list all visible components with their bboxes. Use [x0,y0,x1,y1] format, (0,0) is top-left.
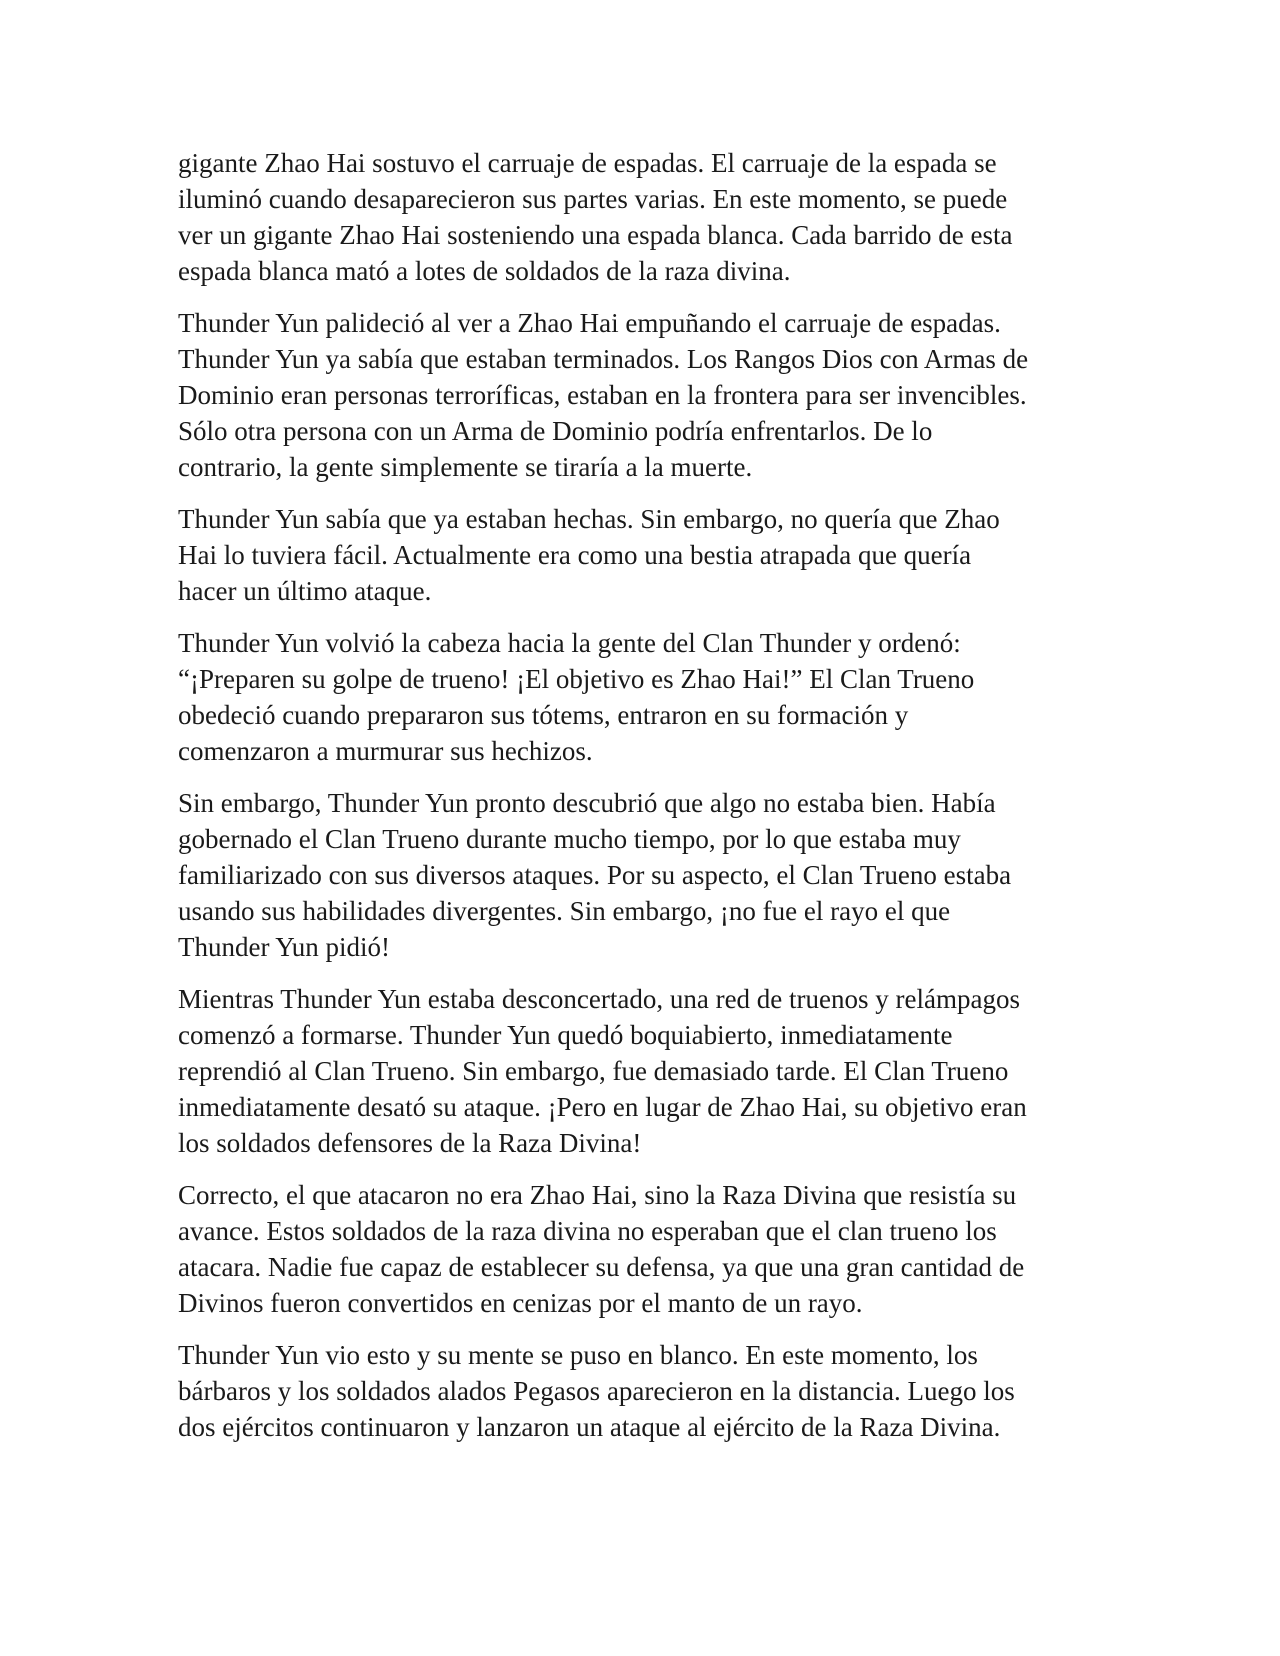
text-line: Thunder Yun ya sabía que estaban terminados. Los Rangos Dios con Armas de [178,344,1029,374]
text-line: Mientras Thunder Yun estaba desconcertado, una red de truenos y relámpagos [178,984,1020,1014]
paragraph [178,145,1108,289]
text-line: ver un gigante Zhao Hai sosteniendo una espada blanca. Cada barrido de esta [178,220,1013,250]
text-line: obedeció cuando prepararon sus tótems, entraron en su formación y [178,700,909,730]
text-line: contrario, la gente simplemente se tiraría a la muerte. [178,452,753,482]
paragraph [178,625,1108,769]
text-line: usando sus habilidades divergentes. Sin embargo, ¡no fue el rayo el que [178,896,951,926]
paragraph [178,501,1108,609]
paragraph [178,1337,1108,1445]
text-line: familiarizado con sus diversos ataques. Por su aspecto, el Clan Trueno estaba [178,860,1012,890]
text-line: Sólo otra persona con un Arma de Dominio podría enfrentarlos. De lo [178,416,933,446]
text-line: Divinos fueron convertidos en cenizas por el manto de un rayo. [178,1288,863,1318]
text-line: Dominio eran personas terroríficas, estaban en la frontera para ser invencibles. [178,380,1027,410]
text-line: Thunder Yun vio esto y su mente se puso en blanco. En este momento, los [178,1340,978,1370]
text-line: comenzó a formarse. Thunder Yun quedó boquiabierto, inmediatamente [178,1020,953,1050]
text-line: iluminó cuando desaparecieron sus partes varias. En este momento, se puede [178,184,1008,214]
text-line: espada blanca mató a lotes de soldados de la raza divina. [178,256,791,286]
text-line: atacara. Nadie fue capaz de establecer su defensa, ya que una gran cantidad de [178,1252,1025,1282]
text-line: reprendió al Clan Trueno. Sin embargo, fue demasiado tarde. El Clan Trueno [178,1056,1009,1086]
text-line: Thunder Yun pidió! [178,932,390,962]
paragraph [178,785,1108,965]
text-line: Thunder Yun palideció al ver a Zhao Hai empuñando el carruaje de espadas. [178,308,1001,338]
text-line: Sin embargo, Thunder Yun pronto descubrió que algo no estaba bien. Había [178,788,996,818]
text-line: avance. Estos soldados de la raza divina no esperaban que el clan trueno los [178,1216,997,1246]
text-line: los soldados defensores de la Raza Divina! [178,1128,642,1158]
text-line: bárbaros y los soldados alados Pegasos aparecieron en la distancia. Luego los [178,1376,1015,1406]
text-line: hacer un último ataque. [178,576,432,606]
text-line: comenzaron a murmurar sus hechizos. [178,736,593,766]
paragraph [178,305,1108,485]
paragraph [178,981,1108,1161]
text-line: Thunder Yun sabía que ya estaban hechas. Sin embargo, no quería que Zhao [178,504,1000,534]
text-line: gobernado el Clan Trueno durante mucho tiempo, por lo que estaba muy [178,824,961,854]
text-line: dos ejércitos continuaron y lanzaron un ataque al ejército de la Raza Divina. [178,1412,1001,1442]
text-line: gigante Zhao Hai sostuvo el carruaje de espadas. El carruaje de la espada se [178,148,997,178]
paragraph [178,1177,1108,1321]
text-line: Correcto, el que atacaron no era Zhao Hai, sino la Raza Divina que resistía su [178,1180,1017,1210]
document-page [178,145,1108,1461]
text-line: inmediatamente desató su ataque. ¡Pero en lugar de Zhao Hai, su objetivo eran [178,1092,1027,1122]
text-line: Hai lo tuviera fácil. Actualmente era como una bestia atrapada que quería [178,540,972,570]
text-line: “¡Preparen su golpe de trueno! ¡El objetivo es Zhao Hai!” El Clan Trueno [178,664,975,694]
text-line: Thunder Yun volvió la cabeza hacia la gente del Clan Thunder y ordenó: [178,628,961,658]
